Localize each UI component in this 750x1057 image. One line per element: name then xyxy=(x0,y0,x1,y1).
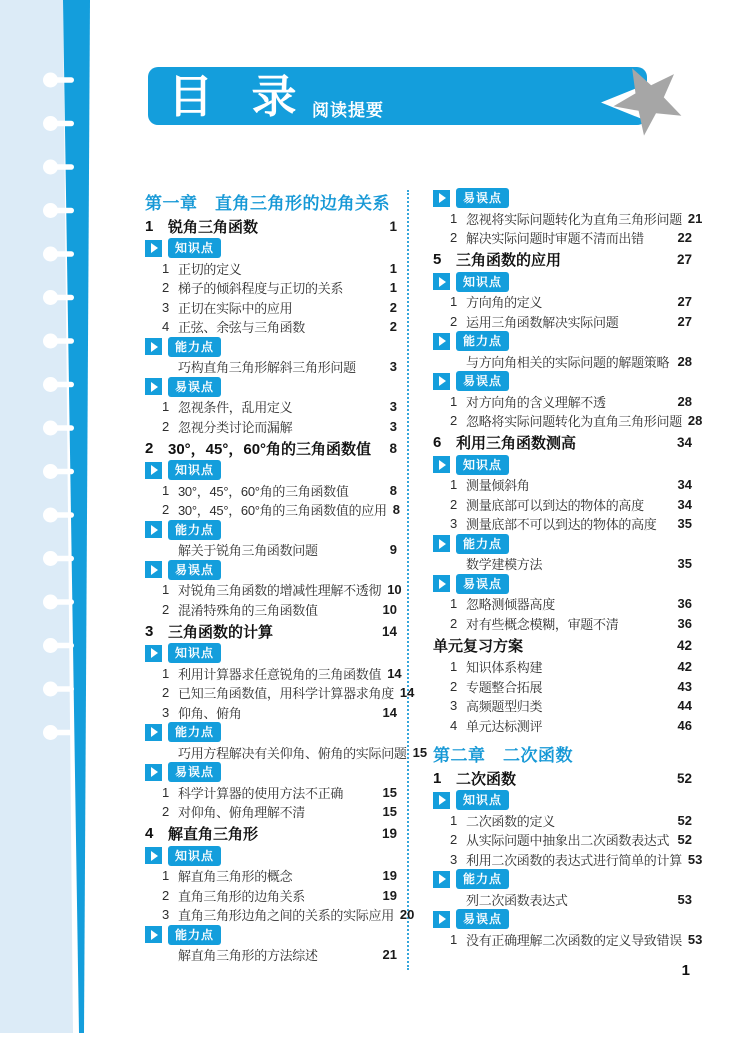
toc-item-row xyxy=(145,866,397,886)
entry-label: 解直角三角形的概念 xyxy=(178,869,293,885)
toc-item-row xyxy=(433,716,692,736)
entry-label: 专题整合拓展 xyxy=(466,679,543,695)
entry-label: 三角函数的应用 xyxy=(456,252,562,269)
chapter-label: 第一章 直角三角形的边角关系 xyxy=(145,193,390,213)
play-icon xyxy=(433,333,450,350)
entry-number: 2 xyxy=(162,502,169,518)
badge-label: 易误点 xyxy=(168,560,221,580)
play-icon xyxy=(433,575,450,592)
toc-badge-knowledge xyxy=(145,238,397,259)
play-icon xyxy=(145,764,162,781)
entry-label: 正切在实际中的应用 xyxy=(178,300,293,316)
toc-badge-knowledge xyxy=(145,460,397,481)
entry-page: 28 xyxy=(677,353,692,369)
play-icon xyxy=(433,792,450,809)
play-icon xyxy=(433,911,450,928)
entry-label: 梯子的倾斜程度与正切的关系 xyxy=(178,281,344,297)
entry-label: 单元复习方案 xyxy=(433,637,524,655)
entry-number: 2 xyxy=(450,678,457,694)
toc-item-row xyxy=(145,783,397,803)
toc-badge-ability xyxy=(145,722,397,743)
toc-item-row xyxy=(433,411,703,431)
entry-number: 1 xyxy=(162,260,169,276)
header-banner xyxy=(148,67,647,125)
toc-section-row xyxy=(433,248,692,272)
badge-label: 能力点 xyxy=(456,869,509,889)
play-icon xyxy=(433,373,450,390)
entry-page: 27 xyxy=(677,313,692,329)
entry-label: 对锐角三角函数的增减性理解不透彻 xyxy=(178,583,382,599)
entry-number: 2 xyxy=(162,280,169,296)
entry-label: 对有些概念模糊，审题不清 xyxy=(466,616,619,632)
entry-label: 正切的定义 xyxy=(178,261,242,277)
badge-label: 知识点 xyxy=(456,272,509,292)
entry-label: 利用计算器求任意锐角的三角函数值 xyxy=(178,666,382,682)
toc-item-row xyxy=(145,317,397,337)
entry-page: 1 xyxy=(389,260,397,276)
entry-number: 1 xyxy=(450,393,457,409)
entry-number: 2 xyxy=(450,496,457,512)
entry-label: 锐角三角函数 xyxy=(168,218,259,236)
entry-label: 科学计算器的使用方法不正确 xyxy=(178,785,344,801)
column-divider xyxy=(407,190,409,970)
toc-item-row xyxy=(433,657,692,677)
page-title: 目 录 xyxy=(168,71,306,122)
entry-number: 1 xyxy=(162,868,169,884)
entry-label: 混淆特殊角的三角函数值 xyxy=(178,602,318,618)
entry-number: 1 xyxy=(450,294,457,310)
toc-item-row xyxy=(433,614,692,634)
entry-label: 巧用方程解决有关仰角、俯角的实际问题 xyxy=(178,745,407,761)
toc-item-row xyxy=(145,945,397,965)
entry-label: 解直角三角形的方法综述 xyxy=(178,948,318,964)
badge-label: 能力点 xyxy=(168,337,221,357)
entry-page: 44 xyxy=(677,698,692,714)
entry-label: 忽略测倾器高度 xyxy=(466,597,555,613)
entry-label: 测量底部可以到达的物体的高度 xyxy=(466,497,644,513)
entry-number: 2 xyxy=(162,685,169,701)
play-icon xyxy=(433,190,450,207)
toc-item-row xyxy=(145,683,415,703)
entry-page: 21 xyxy=(687,210,703,226)
entry-label: 测量倾斜角 xyxy=(466,478,530,494)
entry-label: 利用三角函数测高 xyxy=(456,435,577,452)
badge-label: 易误点 xyxy=(456,188,509,208)
entry-number: 4 xyxy=(162,319,169,335)
entry-label: 高频题型归类 xyxy=(466,699,543,715)
toc-section-row xyxy=(433,431,692,455)
entry-number: 1 xyxy=(450,659,457,675)
entry-number: 1 xyxy=(162,582,169,598)
entry-number: 2 xyxy=(450,230,457,246)
badge-label: 能力点 xyxy=(456,331,509,351)
entry-page: 8 xyxy=(392,502,400,518)
entry-page: 1 xyxy=(389,280,397,296)
toc-column-right xyxy=(433,188,703,949)
entry-page: 36 xyxy=(677,615,692,631)
toc-item-row xyxy=(145,703,397,723)
toc-badge-error xyxy=(433,188,692,209)
entry-page: 21 xyxy=(382,947,397,963)
entry-page: 9 xyxy=(389,542,397,558)
toc-item-row xyxy=(145,417,397,437)
badge-label: 知识点 xyxy=(168,846,221,866)
entry-page: 14 xyxy=(387,665,402,681)
toc-item-row xyxy=(433,312,692,332)
toc-item-row xyxy=(433,475,692,495)
toc-item-row xyxy=(145,259,397,279)
toc-item-row xyxy=(433,209,703,229)
toc-badge-knowledge xyxy=(145,846,397,867)
entry-label: 测量底部不可以到达的物体的高度 xyxy=(466,517,657,533)
entry-label: 三角函数的计算 xyxy=(168,623,274,641)
toc-item-row xyxy=(433,594,692,614)
toc-section-row xyxy=(145,822,397,846)
badge-label: 易误点 xyxy=(456,371,509,391)
entry-label: 忽视条件，乱用定义 xyxy=(178,400,293,416)
toc-section-row xyxy=(433,766,692,790)
toc-item-row xyxy=(145,278,397,298)
toc-item-row xyxy=(433,392,692,412)
entry-page: 2 xyxy=(389,299,397,315)
toc-item-row xyxy=(433,696,692,716)
entry-label: 30°，45°，60°角的三角函数值 xyxy=(178,483,349,499)
badge-label: 易误点 xyxy=(168,762,221,782)
entry-page: 14 xyxy=(382,704,397,720)
play-icon xyxy=(145,645,162,662)
toc-item-row xyxy=(433,292,692,312)
entry-page: 35 xyxy=(677,516,692,532)
entry-number: 5 xyxy=(433,251,442,268)
toc-item-row xyxy=(145,540,397,560)
entry-label: 30°，45°，60°角的三角函数值的应用 xyxy=(178,503,387,519)
toc-item-row xyxy=(145,664,402,684)
entry-label: 解决实际问题时审题不清而出错 xyxy=(466,231,644,247)
entry-number: 4 xyxy=(450,717,457,733)
toc-badge-ability xyxy=(433,869,692,890)
entry-label: 忽视将实际问题转化为直角三角形问题 xyxy=(466,211,682,227)
entry-number: 3 xyxy=(162,299,169,315)
page-subtitle: 阅读提要 xyxy=(312,101,384,120)
entry-number: 3 xyxy=(450,698,457,714)
entry-page: 3 xyxy=(389,359,397,375)
entry-label: 解关于锐角三角函数问题 xyxy=(178,543,318,559)
toc-item-row xyxy=(145,298,397,318)
entry-page: 28 xyxy=(677,393,692,409)
entry-page: 3 xyxy=(389,399,397,415)
entry-page: 53 xyxy=(687,851,703,867)
toc-chapter-heading xyxy=(145,188,397,214)
badge-label: 知识点 xyxy=(168,238,221,258)
entry-page: 10 xyxy=(382,601,397,617)
entry-label: 直角三角形边角之间的关系的实际应用 xyxy=(178,908,394,924)
entry-number: 2 xyxy=(450,615,457,631)
entry-page: 34 xyxy=(677,477,692,493)
play-icon xyxy=(145,338,162,355)
entry-number: 1 xyxy=(450,812,457,828)
toc-badge-error xyxy=(433,909,692,930)
entry-page: 52 xyxy=(677,832,692,848)
toc-item-row xyxy=(145,481,397,501)
entry-page: 28 xyxy=(687,413,703,429)
entry-page: 53 xyxy=(687,931,703,947)
entry-page: 15 xyxy=(382,804,397,820)
badge-label: 能力点 xyxy=(168,722,221,742)
toc-item-row xyxy=(145,886,397,906)
badge-label: 易误点 xyxy=(168,377,221,397)
entry-number: 2 xyxy=(162,804,169,820)
entry-page: 46 xyxy=(677,717,692,733)
play-icon xyxy=(433,871,450,888)
toc-item-row xyxy=(433,495,692,515)
entry-number: 1 xyxy=(145,217,154,235)
entry-number: 1 xyxy=(162,482,169,498)
entry-page: 53 xyxy=(677,891,692,907)
folio-page-number: 1 xyxy=(681,962,690,979)
entry-number: 2 xyxy=(145,439,154,457)
entry-number: 2 xyxy=(450,832,457,848)
entry-label: 对方向角的含义理解不透 xyxy=(466,394,606,410)
play-icon xyxy=(145,847,162,864)
toc-item-row xyxy=(433,228,692,248)
toc-item-row xyxy=(145,905,415,925)
toc-item-row xyxy=(145,802,397,822)
entry-page: 8 xyxy=(389,482,397,498)
toc-item-row xyxy=(145,357,397,377)
entry-label: 解直角三角形 xyxy=(168,826,259,843)
entry-page: 36 xyxy=(677,596,692,612)
entry-label: 忽略将实际问题转化为直角三角形问题 xyxy=(466,414,682,430)
entry-label: 30°，45°，60°角的三角函数值 xyxy=(168,440,372,458)
entry-number: 3 xyxy=(450,851,457,867)
play-icon xyxy=(145,521,162,538)
entry-page: 35 xyxy=(677,556,692,572)
entry-page: 2 xyxy=(389,319,397,335)
binding-strip xyxy=(0,0,100,1057)
entry-label: 数学建模方法 xyxy=(466,557,543,573)
toc-section-row xyxy=(145,619,397,643)
toc-item-row xyxy=(433,554,692,574)
entry-page: 15 xyxy=(382,784,397,800)
entry-page: 8 xyxy=(389,440,397,456)
badge-label: 易误点 xyxy=(456,574,509,594)
toc-item-row xyxy=(433,930,703,950)
entry-number: 1 xyxy=(450,596,457,612)
toc-badge-error xyxy=(145,762,397,783)
badge-label: 能力点 xyxy=(168,520,221,540)
entry-number: 2 xyxy=(450,413,457,429)
entry-label: 单元达标测评 xyxy=(466,718,543,734)
toc-badge-knowledge xyxy=(433,455,692,476)
toc-item-row xyxy=(145,600,397,620)
entry-page: 22 xyxy=(677,230,692,246)
toc-badge-ability xyxy=(145,520,397,541)
entry-label: 巧构直角三角形解斜三角形问题 xyxy=(178,360,356,376)
entry-number: 2 xyxy=(162,418,169,434)
entry-number: 3 xyxy=(145,622,154,640)
entry-page: 43 xyxy=(677,678,692,694)
entry-label: 已知三角函数值，用科学计算器求角度 xyxy=(178,686,394,702)
toc-badge-error xyxy=(145,560,397,581)
entry-number: 3 xyxy=(162,907,169,923)
toc-badge-ability xyxy=(145,925,397,946)
toc-badge-error xyxy=(433,574,692,595)
entry-label: 仰角、俯角 xyxy=(178,705,242,721)
badge-label: 能力点 xyxy=(168,925,221,945)
entry-number: 1 xyxy=(433,769,442,787)
toc-badge-error xyxy=(145,377,397,398)
entry-page: 19 xyxy=(381,826,397,841)
entry-page: 3 xyxy=(389,418,397,434)
toc-badge-ability xyxy=(433,534,692,555)
entry-page: 15 xyxy=(412,744,428,760)
toc-item-row xyxy=(433,352,692,372)
toc-section-row xyxy=(145,214,397,238)
play-icon xyxy=(145,462,162,479)
play-icon xyxy=(145,378,162,395)
toc-badge-ability xyxy=(145,337,397,358)
entry-page: 34 xyxy=(677,496,692,512)
entry-label: 运用三角函数解决实际问题 xyxy=(466,314,619,330)
entry-label: 列二次函数表达式 xyxy=(466,892,568,908)
entry-label: 没有正确理解二次函数的定义导致错误 xyxy=(466,932,682,948)
entry-label: 二次函数的定义 xyxy=(466,813,555,829)
play-icon xyxy=(145,240,162,257)
toc-section-row xyxy=(145,436,397,460)
entry-page: 42 xyxy=(676,637,692,653)
badge-label: 知识点 xyxy=(456,790,509,810)
toc-item-row xyxy=(433,830,692,850)
play-icon xyxy=(433,273,450,290)
toc-item-row xyxy=(433,677,692,697)
entry-label: 对仰角、俯角理解不清 xyxy=(178,805,306,821)
entry-number: 3 xyxy=(162,704,169,720)
entry-number: 6 xyxy=(433,434,442,451)
entry-label: 知识体系构建 xyxy=(466,660,543,676)
toc-section-row xyxy=(433,633,692,657)
play-icon xyxy=(433,456,450,473)
entry-page: 14 xyxy=(399,685,415,701)
entry-number: 1 xyxy=(450,210,457,226)
toc-item-row xyxy=(145,743,428,763)
entry-label: 利用二次函数的表达式进行简单的计算 xyxy=(466,852,682,868)
entry-number: 1 xyxy=(450,477,457,493)
entry-label: 忽视分类讨论而漏解 xyxy=(178,419,293,435)
toc-column-left xyxy=(145,188,428,965)
entry-label: 方向角的定义 xyxy=(466,295,543,311)
entry-number: 2 xyxy=(162,601,169,617)
play-icon xyxy=(433,535,450,552)
entry-page: 34 xyxy=(676,435,692,450)
toc-item-row xyxy=(145,580,402,600)
entry-label: 正弦、余弦与三角函数 xyxy=(178,320,306,336)
entry-label: 二次函数 xyxy=(456,770,517,788)
entry-number: 1 xyxy=(162,665,169,681)
entry-label: 从实际问题中抽象出二次函数表达式 xyxy=(466,833,670,849)
entry-number: 2 xyxy=(162,887,169,903)
badge-label: 知识点 xyxy=(456,455,509,475)
entry-number: 3 xyxy=(450,516,457,532)
entry-page: 19 xyxy=(382,887,397,903)
entry-page: 1 xyxy=(389,218,397,234)
entry-page: 10 xyxy=(387,582,402,598)
toc-item-row xyxy=(433,811,692,831)
toc-item-row xyxy=(145,500,400,520)
badge-label: 能力点 xyxy=(456,534,509,554)
toc-item-row xyxy=(433,514,692,534)
badge-label: 知识点 xyxy=(168,460,221,480)
entry-number: 4 xyxy=(145,825,154,842)
entry-label: 直角三角形的边角关系 xyxy=(178,888,306,904)
toc-item-row xyxy=(145,397,397,417)
badge-label: 知识点 xyxy=(168,643,221,663)
entry-number: 2 xyxy=(450,313,457,329)
entry-page: 14 xyxy=(381,623,397,639)
play-icon xyxy=(145,724,162,741)
entry-label: 与方向角相关的实际问题的解题策略 xyxy=(466,354,670,370)
toc-badge-ability xyxy=(433,331,692,352)
entry-page: 20 xyxy=(399,907,415,923)
chapter-label: 第二章 二次函数 xyxy=(433,745,573,765)
entry-page: 52 xyxy=(677,812,692,828)
toc-item-row xyxy=(433,850,703,870)
toc-badge-knowledge xyxy=(433,272,692,293)
entry-page: 19 xyxy=(382,868,397,884)
entry-page: 27 xyxy=(676,252,692,267)
entry-page: 42 xyxy=(677,659,692,675)
play-icon xyxy=(145,926,162,943)
entry-page: 27 xyxy=(677,294,692,310)
entry-number: 1 xyxy=(162,399,169,415)
toc-item-row xyxy=(433,890,692,910)
badge-label: 易误点 xyxy=(456,909,509,929)
toc-badge-knowledge xyxy=(145,643,397,664)
play-icon xyxy=(145,561,162,578)
entry-number: 1 xyxy=(162,784,169,800)
toc-badge-error xyxy=(433,371,692,392)
entry-number: 1 xyxy=(450,931,457,947)
toc-badge-knowledge xyxy=(433,790,692,811)
toc-chapter-heading xyxy=(433,740,692,766)
entry-page: 52 xyxy=(676,770,692,786)
